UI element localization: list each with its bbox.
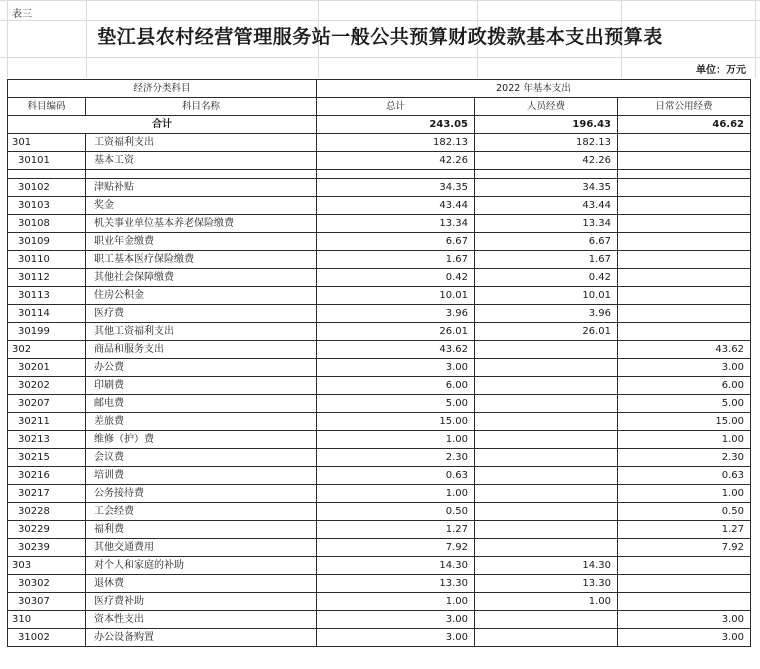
table-row bbox=[8, 215, 751, 233]
cell-total[interactable]: 0.42 bbox=[317, 269, 475, 287]
cell-public[interactable]: 1.00 bbox=[618, 485, 751, 503]
cell-code[interactable]: 310 bbox=[8, 611, 86, 629]
cell-personnel[interactable]: 0.42 bbox=[475, 269, 618, 287]
cell-code[interactable]: 30217 bbox=[8, 485, 86, 503]
cell-code[interactable]: 301 bbox=[8, 134, 86, 152]
budget-table bbox=[7, 79, 751, 647]
cell-total[interactable]: 1.27 bbox=[317, 521, 475, 539]
cell-personnel[interactable]: 6.67 bbox=[475, 233, 618, 251]
cell-name[interactable]: 职业年金缴费 bbox=[86, 233, 317, 251]
cell-name[interactable]: 邮电费 bbox=[86, 395, 317, 413]
spacer-cell bbox=[618, 170, 751, 179]
cell-personnel[interactable] bbox=[475, 359, 618, 377]
header-name[interactable]: 科目名称 bbox=[86, 98, 317, 116]
cell-name[interactable]: 办公费 bbox=[86, 359, 317, 377]
cell-code[interactable]: 30211 bbox=[8, 413, 86, 431]
cell-personnel[interactable]: 26.01 bbox=[475, 323, 618, 341]
cell-code[interactable]: 30102 bbox=[8, 179, 86, 197]
cell-total[interactable]: 13.30 bbox=[317, 575, 475, 593]
cell-personnel[interactable]: 34.35 bbox=[475, 179, 618, 197]
table-row bbox=[8, 269, 751, 287]
cell-public[interactable] bbox=[618, 575, 751, 593]
table-row bbox=[8, 557, 751, 575]
cell-total[interactable]: 14.30 bbox=[317, 557, 475, 575]
cell-public[interactable] bbox=[618, 323, 751, 341]
table-row bbox=[8, 395, 751, 413]
cell-name[interactable]: 培训费 bbox=[86, 467, 317, 485]
cell-personnel[interactable]: 1.00 bbox=[475, 593, 618, 611]
cell-personnel[interactable]: 14.30 bbox=[475, 557, 618, 575]
table-row bbox=[8, 521, 751, 539]
total-personnel[interactable]: 196.43 bbox=[475, 116, 618, 134]
total-total[interactable]: 243.05 bbox=[317, 116, 475, 134]
cell-public[interactable] bbox=[618, 233, 751, 251]
cell-name[interactable]: 工会经费 bbox=[86, 503, 317, 521]
table-row bbox=[8, 341, 751, 359]
header-row-group bbox=[8, 80, 751, 98]
cell-name[interactable]: 福利费 bbox=[86, 521, 317, 539]
page-title: 垫江县农村经营管理服务站一般公共预算财政拨款基本支出预算表 bbox=[97, 26, 663, 48]
table-row bbox=[8, 134, 751, 152]
cell-personnel[interactable] bbox=[475, 431, 618, 449]
cell-public[interactable]: 1.27 bbox=[618, 521, 751, 539]
cell-total[interactable]: 5.00 bbox=[317, 395, 475, 413]
cell-total[interactable]: 26.01 bbox=[317, 323, 475, 341]
cell-personnel[interactable] bbox=[475, 341, 618, 359]
cell-total[interactable]: 6.67 bbox=[317, 233, 475, 251]
cell-name[interactable]: 基本工资 bbox=[86, 152, 317, 170]
cell-code[interactable]: 30113 bbox=[8, 287, 86, 305]
cell-name[interactable]: 工资福利支出 bbox=[86, 134, 317, 152]
header-total[interactable]: 总计 bbox=[317, 98, 475, 116]
cell-total[interactable]: 1.00 bbox=[317, 485, 475, 503]
table-row bbox=[8, 485, 751, 503]
table-row bbox=[8, 323, 751, 341]
cell-personnel[interactable]: 1.67 bbox=[475, 251, 618, 269]
cell-personnel[interactable] bbox=[475, 449, 618, 467]
table-row bbox=[8, 629, 751, 647]
cell-total[interactable]: 1.67 bbox=[317, 251, 475, 269]
cell-code[interactable]: 30229 bbox=[8, 521, 86, 539]
cell-personnel[interactable] bbox=[475, 413, 618, 431]
spacer-cell bbox=[475, 170, 618, 179]
sheet-label: 表三 bbox=[12, 9, 32, 20]
cell-total[interactable]: 3.00 bbox=[317, 359, 475, 377]
cell-public[interactable] bbox=[618, 269, 751, 287]
cell-total[interactable]: 43.44 bbox=[317, 197, 475, 215]
cell-total[interactable]: 15.00 bbox=[317, 413, 475, 431]
cell-public[interactable] bbox=[618, 251, 751, 269]
cell-total[interactable]: 3.96 bbox=[317, 305, 475, 323]
cell-code[interactable]: 30307 bbox=[8, 593, 86, 611]
spacer-cell bbox=[86, 170, 317, 179]
cell-code[interactable]: 30110 bbox=[8, 251, 86, 269]
cell-total[interactable]: 34.35 bbox=[317, 179, 475, 197]
cell-name[interactable]: 印刷费 bbox=[86, 377, 317, 395]
spacer-cell bbox=[8, 170, 86, 179]
cell-name[interactable]: 机关事业单位基本养老保险缴费 bbox=[86, 215, 317, 233]
cell-public[interactable] bbox=[618, 179, 751, 197]
cell-public[interactable] bbox=[618, 305, 751, 323]
table-row bbox=[8, 179, 751, 197]
cell-name[interactable]: 对个人和家庭的补助 bbox=[86, 557, 317, 575]
cell-personnel[interactable] bbox=[475, 467, 618, 485]
cell-personnel[interactable] bbox=[475, 629, 618, 647]
cell-public[interactable]: 5.00 bbox=[618, 395, 751, 413]
table-row bbox=[8, 449, 751, 467]
cell-name[interactable]: 商品和服务支出 bbox=[86, 341, 317, 359]
cell-name[interactable]: 其他交通费用 bbox=[86, 539, 317, 557]
table-row bbox=[8, 539, 751, 557]
cell-public[interactable] bbox=[618, 287, 751, 305]
header-year-expense[interactable]: 2022 年基本支出 bbox=[317, 80, 751, 98]
cell-total[interactable]: 1.00 bbox=[317, 431, 475, 449]
cell-code[interactable]: 30201 bbox=[8, 359, 86, 377]
cell-code[interactable]: 30114 bbox=[8, 305, 86, 323]
cell-total[interactable]: 3.00 bbox=[317, 629, 475, 647]
cell-public[interactable]: 0.50 bbox=[618, 503, 751, 521]
cell-public[interactable]: 3.00 bbox=[618, 359, 751, 377]
cell-code[interactable]: 30215 bbox=[8, 449, 86, 467]
cell-personnel[interactable] bbox=[475, 377, 618, 395]
cell-public[interactable]: 1.00 bbox=[618, 431, 751, 449]
cell-name[interactable]: 资本性支出 bbox=[86, 611, 317, 629]
table-row bbox=[8, 377, 751, 395]
cell-public[interactable] bbox=[618, 152, 751, 170]
cell-personnel[interactable]: 42.26 bbox=[475, 152, 618, 170]
cell-public[interactable]: 7.92 bbox=[618, 539, 751, 557]
cell-personnel[interactable] bbox=[475, 395, 618, 413]
cell-public[interactable]: 2.30 bbox=[618, 449, 751, 467]
cell-public[interactable] bbox=[618, 197, 751, 215]
cell-name[interactable]: 会议费 bbox=[86, 449, 317, 467]
cell-total[interactable]: 42.26 bbox=[317, 152, 475, 170]
grid-line bbox=[0, 20, 760, 21]
cell-personnel[interactable] bbox=[475, 521, 618, 539]
cell-code[interactable]: 30112 bbox=[8, 269, 86, 287]
cell-total[interactable]: 3.00 bbox=[317, 611, 475, 629]
cell-code[interactable]: 303 bbox=[8, 557, 86, 575]
cell-personnel[interactable] bbox=[475, 503, 618, 521]
cell-name[interactable]: 职工基本医疗保险缴费 bbox=[86, 251, 317, 269]
cell-public[interactable]: 3.00 bbox=[618, 611, 751, 629]
table-row bbox=[8, 233, 751, 251]
cell-name[interactable]: 办公设备购置 bbox=[86, 629, 317, 647]
cell-name[interactable]: 其他社会保障缴费 bbox=[86, 269, 317, 287]
table-row bbox=[8, 503, 751, 521]
table-row bbox=[8, 287, 751, 305]
table-row bbox=[8, 305, 751, 323]
grid-line bbox=[0, 0, 760, 1]
table-row bbox=[8, 152, 751, 170]
cell-personnel[interactable]: 13.34 bbox=[475, 215, 618, 233]
cell-total[interactable]: 0.63 bbox=[317, 467, 475, 485]
cell-name[interactable]: 其他工资福利支出 bbox=[86, 323, 317, 341]
cell-code[interactable]: 302 bbox=[8, 341, 86, 359]
cell-code[interactable]: 30199 bbox=[8, 323, 86, 341]
grid-line bbox=[0, 57, 760, 58]
cell-public[interactable] bbox=[618, 557, 751, 575]
total-label[interactable]: 合计 bbox=[8, 116, 317, 134]
cell-name[interactable]: 退休费 bbox=[86, 575, 317, 593]
cell-personnel[interactable] bbox=[475, 485, 618, 503]
cell-total[interactable]: 43.62 bbox=[317, 341, 475, 359]
cell-code[interactable]: 30202 bbox=[8, 377, 86, 395]
cell-personnel[interactable]: 3.96 bbox=[475, 305, 618, 323]
spacer-row bbox=[8, 170, 751, 179]
header-economic-class[interactable]: 经济分类科目 bbox=[8, 80, 317, 98]
table-row bbox=[8, 359, 751, 377]
cell-total[interactable]: 0.50 bbox=[317, 503, 475, 521]
header-public[interactable]: 日常公用经费 bbox=[618, 98, 751, 116]
cell-name[interactable]: 医疗费 bbox=[86, 305, 317, 323]
cell-personnel[interactable]: 13.30 bbox=[475, 575, 618, 593]
cell-public[interactable]: 0.63 bbox=[618, 467, 751, 485]
cell-name[interactable]: 医疗费补助 bbox=[86, 593, 317, 611]
spacer-cell bbox=[317, 170, 475, 179]
cell-code[interactable]: 30101 bbox=[8, 152, 86, 170]
cell-code[interactable]: 30108 bbox=[8, 215, 86, 233]
cell-personnel[interactable]: 182.13 bbox=[475, 134, 618, 152]
cell-code[interactable]: 30216 bbox=[8, 467, 86, 485]
cell-name[interactable]: 津贴补贴 bbox=[86, 179, 317, 197]
unit-label: 单位：万元 bbox=[696, 65, 746, 76]
total-public[interactable]: 46.62 bbox=[618, 116, 751, 134]
table-row bbox=[8, 251, 751, 269]
cell-code[interactable]: 30103 bbox=[8, 197, 86, 215]
cell-code[interactable]: 30228 bbox=[8, 503, 86, 521]
header-row-columns bbox=[8, 98, 751, 116]
cell-personnel[interactable] bbox=[475, 539, 618, 557]
cell-total[interactable]: 2.30 bbox=[317, 449, 475, 467]
cell-public[interactable]: 3.00 bbox=[618, 629, 751, 647]
cell-name[interactable]: 差旅费 bbox=[86, 413, 317, 431]
table-row bbox=[8, 611, 751, 629]
cell-name[interactable]: 公务接待费 bbox=[86, 485, 317, 503]
cell-code[interactable]: 31002 bbox=[8, 629, 86, 647]
cell-name[interactable]: 奖金 bbox=[86, 197, 317, 215]
cell-public[interactable] bbox=[618, 215, 751, 233]
cell-public[interactable]: 6.00 bbox=[618, 377, 751, 395]
table-row bbox=[8, 593, 751, 611]
cell-code[interactable]: 30109 bbox=[8, 233, 86, 251]
header-code[interactable]: 科目编码 bbox=[8, 98, 86, 116]
table-row bbox=[8, 413, 751, 431]
table-row bbox=[8, 197, 751, 215]
cell-total[interactable]: 182.13 bbox=[317, 134, 475, 152]
cell-name[interactable]: 住房公积金 bbox=[86, 287, 317, 305]
header-personnel[interactable]: 人员经费 bbox=[475, 98, 618, 116]
cell-code[interactable]: 30213 bbox=[8, 431, 86, 449]
cell-public[interactable] bbox=[618, 134, 751, 152]
total-row bbox=[8, 116, 751, 134]
cell-total[interactable]: 13.34 bbox=[317, 215, 475, 233]
cell-personnel[interactable]: 10.01 bbox=[475, 287, 618, 305]
table-row bbox=[8, 575, 751, 593]
cell-total[interactable]: 6.00 bbox=[317, 377, 475, 395]
cell-public[interactable]: 15.00 bbox=[618, 413, 751, 431]
table-row bbox=[8, 467, 751, 485]
cell-name[interactable]: 维修（护）费 bbox=[86, 431, 317, 449]
cell-total[interactable]: 10.01 bbox=[317, 287, 475, 305]
cell-personnel[interactable]: 43.44 bbox=[475, 197, 618, 215]
cell-personnel[interactable] bbox=[475, 611, 618, 629]
cell-code[interactable]: 30239 bbox=[8, 539, 86, 557]
cell-total[interactable]: 7.92 bbox=[317, 539, 475, 557]
cell-total[interactable]: 1.00 bbox=[317, 593, 475, 611]
cell-public[interactable] bbox=[618, 593, 751, 611]
cell-public[interactable]: 43.62 bbox=[618, 341, 751, 359]
cell-code[interactable]: 30207 bbox=[8, 395, 86, 413]
table-row bbox=[8, 431, 751, 449]
cell-code[interactable]: 30302 bbox=[8, 575, 86, 593]
